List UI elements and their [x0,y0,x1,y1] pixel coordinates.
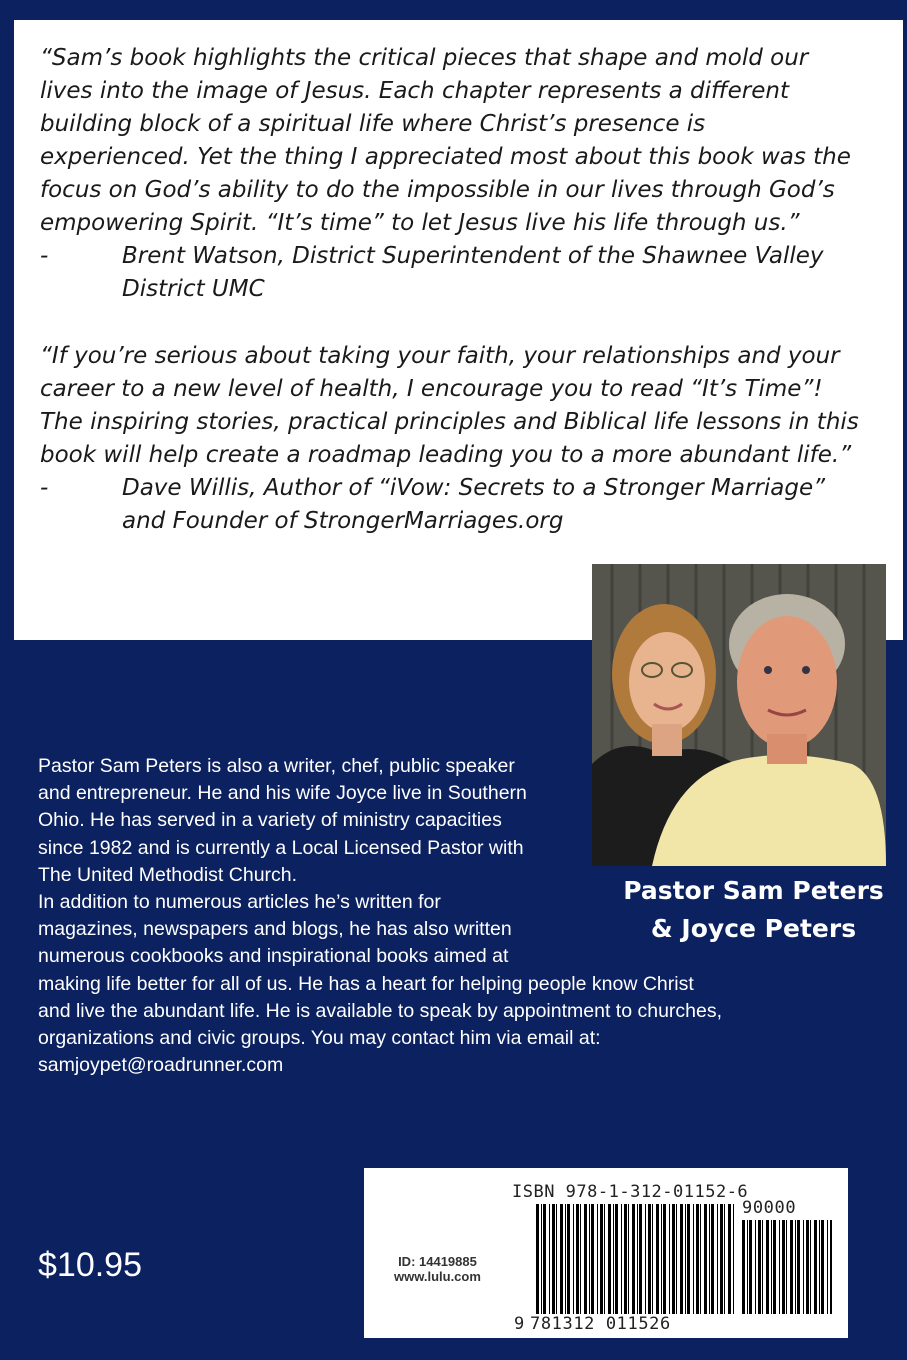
bio-line: and live the abundant life. He is available to speak by appointment to churches, [38,999,723,1022]
barcode-bar [608,1204,611,1314]
barcode-bar [639,1204,642,1314]
testimonial-attribution-1 [40,240,900,310]
barcode-bar [637,1204,638,1314]
barcode-bar [604,1204,605,1314]
barcode-bar [755,1220,756,1314]
attribution-dash: - [40,475,49,501]
isbn-barcode-box [364,1168,848,1338]
barcode-bar [669,1204,670,1314]
barcode-bar [567,1204,570,1314]
barcode-bar [821,1220,824,1314]
barcode-bar [560,1204,563,1314]
caption-line-1: Pastor Sam Peters [623,876,884,905]
barcode-bar [584,1204,587,1314]
bio-line: The United Methodist Church. [38,863,298,886]
bio-line: since 1982 and is currently a Local Licensed Pastor with [38,836,524,859]
barcode-bar [717,1204,718,1314]
bio-line: and entrepreneur. He and his wife Joyce live in Southern [38,782,527,805]
barcode-bar [749,1220,752,1314]
bio-line: In addition to numerous articles he’s written for [38,891,441,914]
barcode-bar [632,1204,635,1314]
bio-email: samjoypet@roadrunner.com [38,1054,284,1077]
isbn-label: ISBN 978-1-312-01152-6 [512,1182,749,1202]
barcode-bar [597,1204,598,1314]
barcode-bar [536,1204,539,1314]
barcode-bar [680,1204,683,1314]
barcode-bar [830,1220,832,1314]
barcode-bar [773,1220,776,1314]
bio-line: Ohio. He has served in a variety of ministry capacities [38,809,502,832]
bio-line: making life better for all of us. He has a heart for helping people know Christ [38,972,694,995]
barcode-bar [676,1204,677,1314]
bio-line: numerous cookbooks and inspirational books aimed at [38,945,509,968]
barcode-bar [613,1204,614,1314]
barcode-bar [648,1204,651,1314]
barcode-bar [645,1204,646,1314]
barcode-bar [549,1204,550,1314]
addon-digits: 90000 [742,1198,797,1218]
barcode-bar [819,1220,820,1314]
barcode-bar [656,1204,659,1314]
bio-line: Pastor Sam Peters is also a writer, chef, public speaker [38,755,515,777]
barcode-bar [696,1204,699,1314]
attribution-name: Brent Watson, District Superintendent of the Shawnee Valley District UMC [122,243,824,302]
barcode-bar [724,1204,725,1314]
barcode-bar [827,1220,828,1314]
barcode-bar [652,1204,653,1314]
barcode-bar [720,1204,723,1314]
barcode-bar [797,1220,800,1314]
barcode-bar [711,1204,714,1314]
author-bio [38,753,798,1079]
barcode-bar [556,1204,557,1314]
bio-line: magazines, newspapers and blogs, he has also written [38,918,512,941]
bio-line: organizations and civic groups. You may contact him via email at: [38,1027,601,1050]
testimonial-quote-2: “If you’re serious about taking your faith, your relationships and your career to a new level of health, I encourage you to read “It’s Time”! The inspiring stories, practical principles and Biblical life lessons in this book will help create a roadmap leading you to a more abundant life.” [40,343,859,468]
testimonials-panel [14,20,903,640]
barcode-digits: 781312 011526 [530,1314,671,1334]
barcode-bar [771,1220,772,1314]
barcode-bar [733,1204,734,1314]
barcode-bar [762,1220,763,1314]
barcode-bar [580,1204,581,1314]
barcode-bar [693,1204,694,1314]
barcode-bar [600,1204,603,1314]
price: $10.95 [38,1246,142,1284]
barcode-bar [552,1204,555,1314]
barcode-bar [728,1204,731,1314]
barcode-bar [591,1204,594,1314]
barcode-bar [795,1220,796,1314]
barcode-bar [709,1204,710,1314]
barcode-bar [541,1204,542,1314]
lulu-url: www.lulu.com [394,1269,481,1284]
barcode-bar [782,1220,785,1314]
barcode-bar [806,1220,809,1314]
barcode-bar [700,1204,701,1314]
barcode-bar [766,1220,769,1314]
caption-line-2: & Joyce Peters [650,914,857,943]
barcode-bar [814,1220,817,1314]
barcode-bar [687,1204,690,1314]
barcode-first-digit: 9 [514,1314,525,1334]
barcode-bar [704,1204,707,1314]
barcode-bar [661,1204,662,1314]
barcode-bar [628,1204,629,1314]
barcode-bar [573,1204,574,1314]
barcode-bar [589,1204,590,1314]
barcode-bar [624,1204,627,1314]
barcode-bar [747,1220,748,1314]
barcode-bar [742,1220,745,1314]
barcode-bar [685,1204,686,1314]
barcode-bar [565,1204,566,1314]
barcode-bar [543,1204,546,1314]
barcode-bar [786,1220,787,1314]
barcode-bar [576,1204,579,1314]
barcode-bar [790,1220,793,1314]
testimonial-attribution-2 [40,472,900,542]
barcode-bar [758,1220,761,1314]
testimonial-quote-1: “Sam’s book highlights the critical pieces that shape and mold our lives into the image of Jesus. Each chapter represents a different building block of a spiritual life where Christ’s presence is experienced. Yet the thing I appreciated most about this book was the focus on God’s ability to do the impossible in our lives through God’s empowering Spirit. “It’s time” to let Jesus live his life through us.” [40,45,851,236]
barcode-bar [663,1204,666,1314]
lulu-id [394,1254,481,1284]
barcode-bar [779,1220,780,1314]
barcode-bar [615,1204,618,1314]
barcode-bar [621,1204,622,1314]
attribution-dash: - [40,243,49,269]
attribution-name: Dave Willis, Author of “iVow: Secrets to a Stronger Marriage” and Founder of StrongerMarriages.org [122,475,826,534]
barcode-bar [803,1220,804,1314]
barcode-bar [810,1220,811,1314]
lulu-id-number: ID: 14419885 [398,1254,477,1269]
barcode-bar [672,1204,675,1314]
